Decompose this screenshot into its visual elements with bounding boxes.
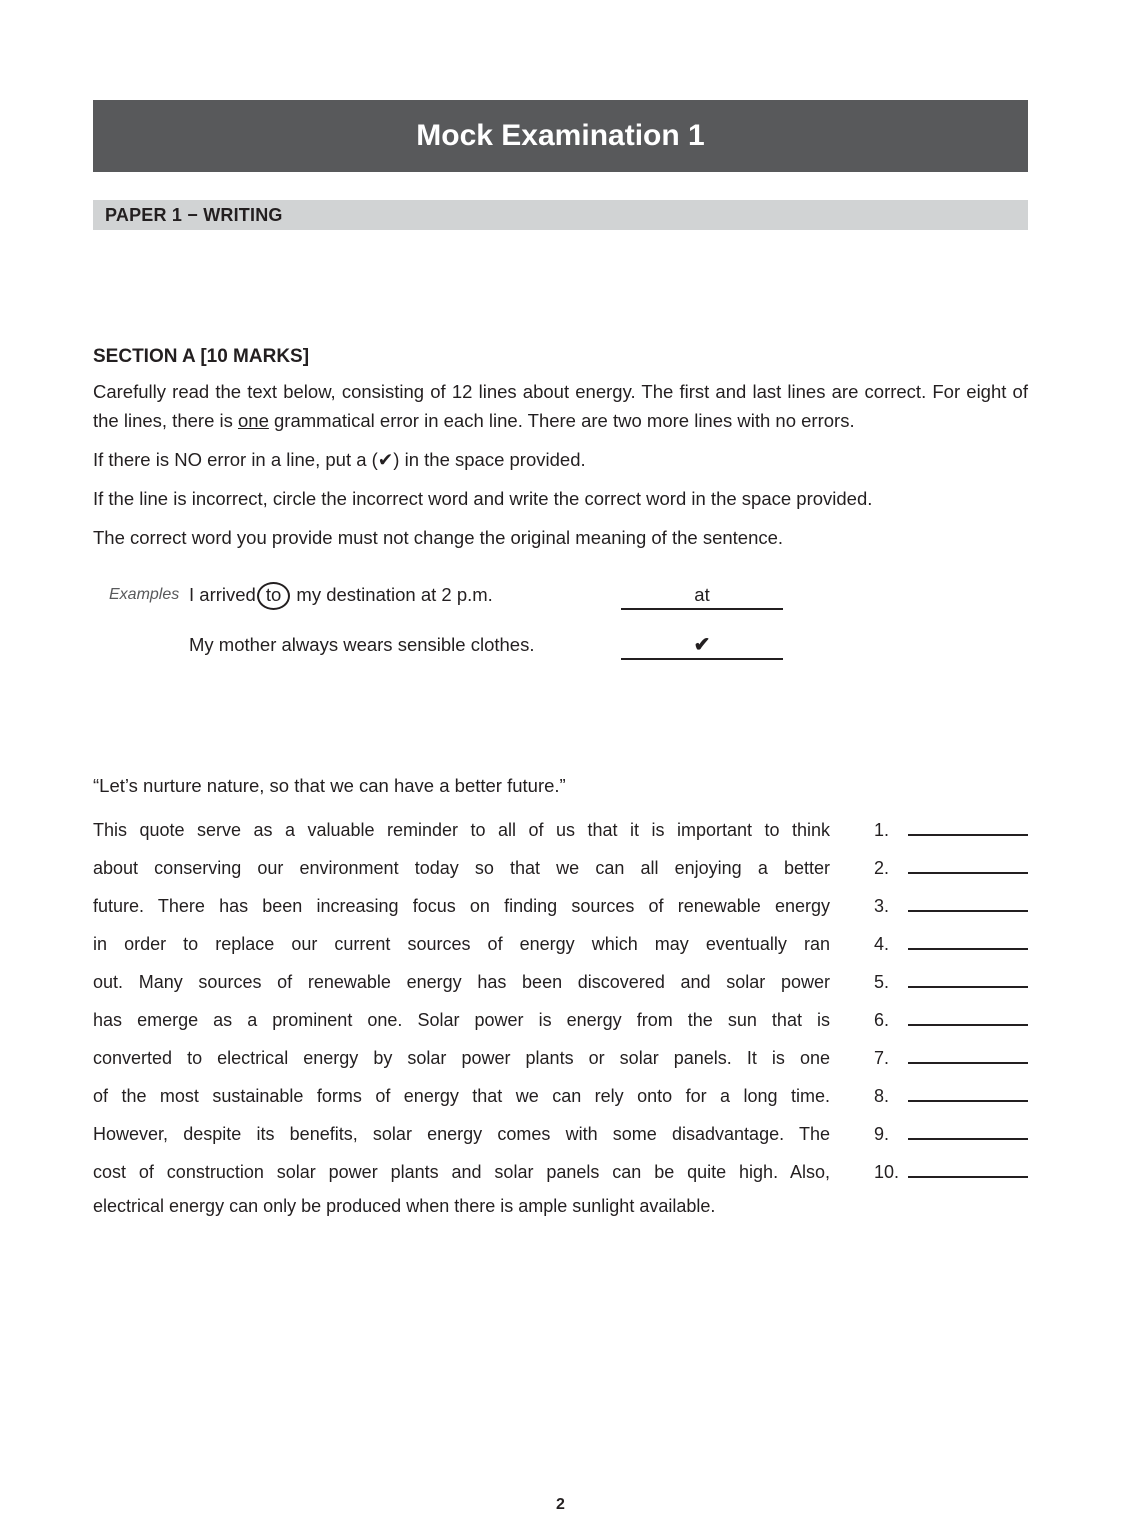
instruction-text-pre: Carefully read the text below, consisting of 12 lines about energy. The first and last lines are correct. For eight of the lines, there is <box>93 381 1028 431</box>
instruction-meaning: The correct word you provide must not change the original meaning of the sentence. <box>93 527 784 548</box>
exam-title-bar <box>93 100 1028 172</box>
examples-label: Examples <box>109 586 180 604</box>
passage-line-text: has emerge as a prominent one. Solar power is energy from the sun that is <box>93 1010 830 1031</box>
passage-line-text: This quote serve as a valuable reminder to all of us that it is important to think <box>93 820 830 841</box>
answer-blank <box>908 1004 1028 1026</box>
passage-line-text: cost of construction solar power plants and solar panels can be quite high. Also, <box>93 1162 830 1183</box>
passage-line-4 <box>93 928 1028 966</box>
answer-blank <box>908 1156 1028 1178</box>
passage-line-number: 2. <box>874 858 890 879</box>
passage-line-9 <box>93 1118 1028 1156</box>
answer-blank <box>908 1080 1028 1102</box>
example-2-text: My mother always wears sensible clothes. <box>189 634 535 656</box>
underlined-word: one <box>238 410 269 431</box>
answer-blank <box>908 890 1028 912</box>
passage-line-2 <box>93 852 1028 890</box>
example-row-2 <box>93 630 1028 660</box>
example-1-post: my destination at 2 p.m. <box>291 584 493 605</box>
passage-last-line <box>93 1194 1028 1232</box>
passage-line-text: future. There has been increasing focus on finding sources of renewable energy <box>93 896 830 917</box>
answer-blank <box>908 966 1028 988</box>
instruction-paragraph <box>93 377 1028 435</box>
passage-line-text: However, despite its benefits, solar energy comes with some disadvantage. The <box>93 1124 830 1145</box>
passage-block <box>93 814 1028 1232</box>
passage-line-number: 9. <box>874 1124 890 1145</box>
examples-block <box>93 580 1028 660</box>
circled-word: to <box>257 582 290 610</box>
answer-blank <box>908 814 1028 836</box>
passage-line-number: 3. <box>874 896 890 917</box>
passage-line-number: 5. <box>874 972 890 993</box>
answer-blank <box>908 1118 1028 1140</box>
answer-blank <box>908 1042 1028 1064</box>
example-1-text <box>189 580 621 610</box>
passage-line-number: 8. <box>874 1086 890 1107</box>
passage-line-text: in order to replace our current sources of energy which may eventually ran <box>93 934 830 955</box>
page-number: 2 <box>556 1496 565 1513</box>
passage-line-5 <box>93 966 1028 1004</box>
exam-title: Mock Examination 1 <box>416 119 705 152</box>
passage-line-number: 4. <box>874 934 890 955</box>
answer-blank <box>908 928 1028 950</box>
passage-line-number: 10. <box>874 1162 900 1183</box>
answer-blank <box>908 852 1028 874</box>
passage-line-text: out. Many sources of renewable energy has been discovered and solar power <box>93 972 830 993</box>
passage-line-text: of the most sustainable forms of energy that we can rely onto for a long time. <box>93 1086 830 1107</box>
passage-line-6 <box>93 1004 1028 1042</box>
passage-line-number: 1. <box>874 820 890 841</box>
paper-heading-bar <box>93 200 1028 230</box>
passage-line-text: about conserving our environment today so that we can all enjoying a better <box>93 858 830 879</box>
check-mark-icon: ✔ <box>693 634 711 657</box>
passage-line-3 <box>93 890 1028 928</box>
example-1-answer: at <box>694 584 710 606</box>
section-heading: SECTION A [10 MARKS] <box>93 346 310 367</box>
page-content <box>0 346 1121 1232</box>
passage-quote: “Let’s nurture nature, so that we can have a better future.” <box>93 775 566 797</box>
passage-line-text: converted to electrical energy by solar power plants or solar panels. It is one <box>93 1048 830 1069</box>
passage-line-1 <box>93 814 1028 852</box>
example-2-answer-line <box>621 632 783 660</box>
instruction-incorrect: If the line is incorrect, circle the incorrect word and write the correct word in the space provided. <box>93 488 873 509</box>
passage-line-number: 6. <box>874 1010 890 1031</box>
example-1-pre: I arrived <box>189 584 256 605</box>
passage-line-7 <box>93 1042 1028 1080</box>
instruction-text-post: grammatical error in each line. There are two more lines with no errors. <box>268 410 855 431</box>
paper-heading: PAPER 1 − WRITING <box>105 204 283 225</box>
passage-line-8 <box>93 1080 1028 1118</box>
passage-line-number: 7. <box>874 1048 890 1069</box>
example-row-1 <box>93 580 1028 610</box>
example-1-answer-line <box>621 582 783 610</box>
passage-line-10 <box>93 1156 1028 1194</box>
passage-line-text: electrical energy can only be produced when there is ample sunlight available. <box>93 1196 716 1217</box>
instruction-no-error: If there is NO error in a line, put a (✔) in the space provided. <box>93 449 586 470</box>
